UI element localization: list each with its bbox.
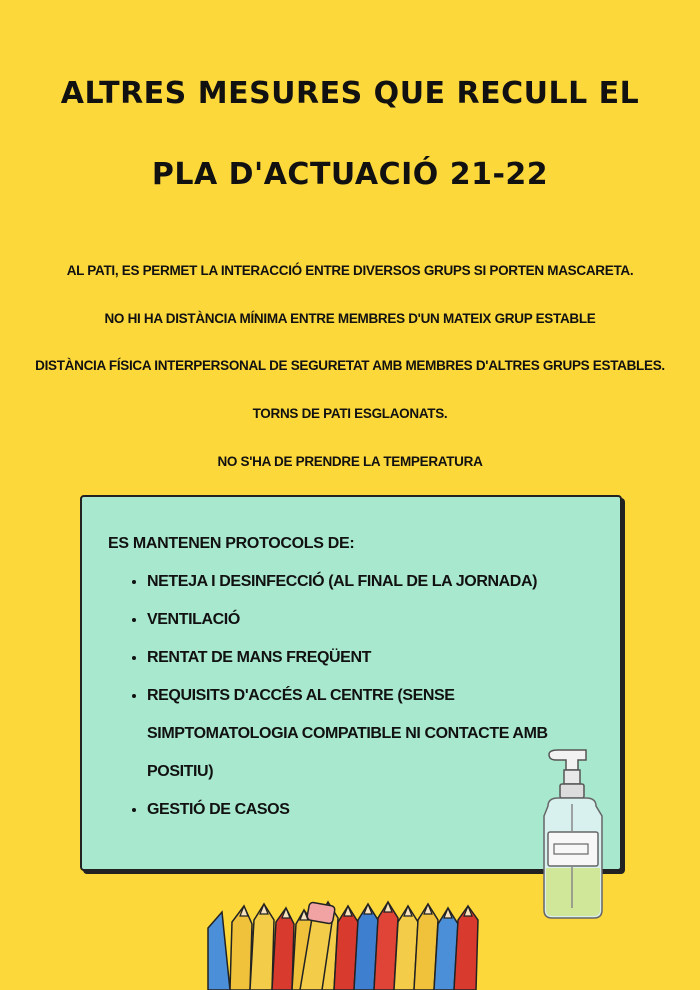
- list-item: • VENTILACIÓ: [147, 601, 577, 639]
- measure-line: NO S'HA DE PRENDRE LA TEMPERATURA: [217, 454, 483, 469]
- title-line-1: ALTRES MESURES QUE RECULL EL: [60, 76, 640, 111]
- list-item: • REQUISITS D'ACCÉS AL CENTRE (SENSE SIMPTOMATOLOGIA COMPATIBLE NI CONTACTE AMB POSITIU): [147, 677, 577, 791]
- protocols-list: [126, 563, 577, 829]
- title-line-2: PLA D'ACTUACIÓ 21-22: [151, 157, 549, 192]
- measure-line: NO HI HA DISTÀNCIA MÍNIMA ENTRE MEMBRES D'UN MATEIX GRUP ESTABLE: [104, 311, 596, 326]
- list-item: • NETEJA I DESINFECCIÓ (AL FINAL DE LA JORNADA): [147, 563, 577, 601]
- list-item: • RENTAT DE MANS FREQÜENT: [147, 639, 577, 677]
- hand-sanitizer-icon: [538, 748, 618, 923]
- colored-pencils-icon: [200, 898, 500, 990]
- measure-line: DISTÀNCIA FÍSICA INTERPERSONAL DE SEGURETAT AMB MEMBRES D'ALTRES GRUPS ESTABLES.: [35, 358, 665, 373]
- measure-line: AL PATI, ES PERMET LA INTERACCIÓ ENTRE DIVERSOS GRUPS SI PORTEN MASCARETA.: [66, 263, 634, 278]
- list-item: • GESTIÓ DE CASOS: [147, 791, 577, 829]
- protocols-heading: ES MANTENEN PROTOCOLS DE:: [108, 535, 355, 552]
- measure-line: TORNS DE PATI ESGLAONATS.: [252, 406, 448, 421]
